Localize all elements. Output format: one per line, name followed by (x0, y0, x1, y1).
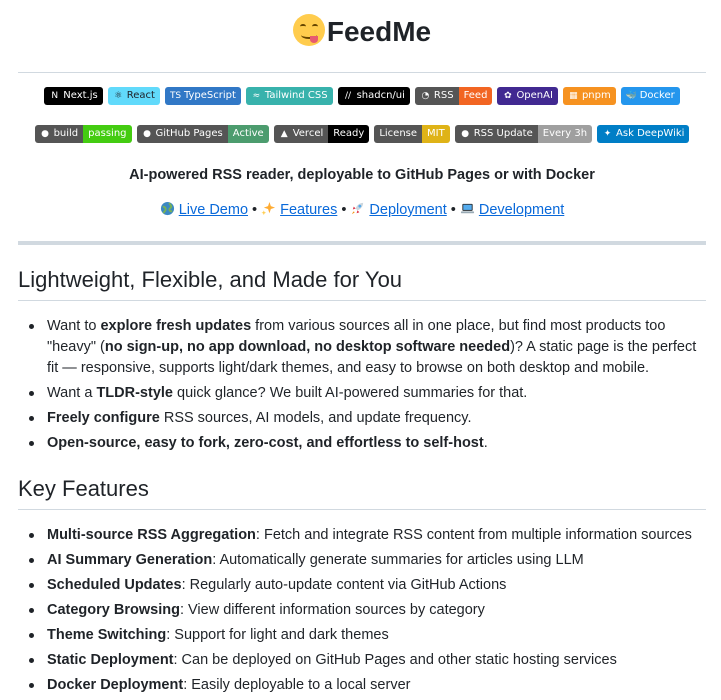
badge-license[interactable] (374, 125, 449, 143)
badge-label (35, 125, 84, 143)
badge-rss[interactable] (415, 87, 493, 105)
key-features-list (47, 525, 706, 700)
list-item (47, 433, 706, 454)
badge-value: Ready (328, 125, 369, 143)
badge-tailwind[interactable] (246, 87, 333, 105)
badge-value: Feed (459, 87, 493, 105)
badge-label (597, 125, 689, 143)
badge-icon: TS (169, 90, 182, 101)
feature-desc: : Can be deployed on GitHub Pages and other static hosting services (173, 652, 617, 668)
feature-desc: : Support for light and dark themes (166, 627, 389, 643)
link-deployment[interactable] (350, 202, 446, 218)
sparkles-icon (261, 201, 276, 216)
emphasis-text: explore fresh updates (100, 318, 252, 334)
badge-label-text: shadcn/ui (356, 90, 405, 101)
badge-label-text: RSS (433, 90, 454, 101)
badge-icon: ◔ (421, 90, 430, 101)
globe-icon (160, 201, 175, 216)
link-separator: • (450, 202, 456, 218)
badge-label-text: Vercel (292, 128, 324, 139)
feature-term: Docker Deployment (47, 677, 184, 693)
quick-links (18, 200, 706, 220)
body-text: RSS sources, AI models, and update frequency. (159, 410, 472, 426)
list-item (47, 383, 706, 404)
heading-key-features: Key Features (18, 476, 149, 501)
badge-icon: N (51, 90, 59, 101)
badge-label-text: Tailwind CSS (264, 90, 328, 101)
list-item (47, 316, 706, 379)
badge-icon: ▲ (280, 128, 288, 139)
laptop-icon (460, 201, 475, 216)
badge-label (246, 87, 333, 105)
feature-desc: : Automatically generate summaries for articles using LLM (212, 552, 584, 568)
feature-item (47, 575, 706, 596)
badge-label (44, 87, 102, 105)
badge-label-text: pnpm (581, 90, 611, 101)
badge-ghpages[interactable] (137, 125, 269, 143)
badge-label-text: build (53, 128, 79, 139)
badge-pnpm[interactable] (563, 87, 616, 105)
badge-label (621, 87, 680, 105)
badge-label-text: React (126, 90, 155, 101)
link-label: Deployment (369, 202, 447, 218)
badge-deepwiki[interactable] (597, 125, 689, 143)
badge-label (497, 87, 558, 105)
feature-desc: : Fetch and integrate RSS content from multiple information sources (255, 527, 692, 543)
body-text: Want to (47, 318, 101, 334)
badge-icon: ● (143, 128, 151, 139)
title-divider (18, 72, 706, 73)
badge-value: Every 3h (538, 125, 592, 143)
badge-label-text: OpenAI (516, 90, 553, 101)
heading-lightweight: Lightweight, Flexible, and Made for You (18, 267, 403, 292)
badge-icon: ⚛ (114, 90, 123, 101)
badge-value: Active (228, 125, 269, 143)
badge-icon: ≈ (252, 90, 261, 101)
page-title (18, 12, 706, 52)
link-label: Development (478, 202, 565, 218)
feature-term: Category Browsing (47, 602, 180, 618)
badge-icon: ✿ (504, 90, 512, 101)
badge-label (455, 125, 538, 143)
badge-nextjs[interactable] (44, 87, 102, 105)
badge-label-text: RSS Update (473, 128, 533, 139)
section-divider (18, 241, 706, 245)
badge-icon: // (345, 90, 352, 101)
emphasis-text: Freely configure (47, 410, 160, 426)
badge-icon: ▦ (569, 90, 578, 101)
badge-label (165, 87, 241, 105)
body-text: . (483, 435, 488, 451)
lightweight-list (47, 316, 706, 458)
feature-term: Static Deployment (47, 652, 174, 668)
link-live-demo[interactable] (160, 202, 248, 218)
badge-typescript[interactable] (165, 87, 241, 105)
emphasis-text: Open-source, easy to fork, zero-cost, and effortless to self-host (47, 435, 484, 451)
badge-rss-update[interactable] (455, 125, 592, 143)
badge-value: passing (83, 125, 131, 143)
body-text: )? A static page is the perfect fit — responsive, supports light/dark themes, and easy to browse on both desktop and mobile. (47, 339, 697, 376)
body-text: from various sources all in one place, but find most products too "heavy" ( (47, 318, 666, 355)
badge-vercel[interactable] (274, 125, 370, 143)
badge-shadcn[interactable] (338, 87, 410, 105)
tagline: AI-powered RSS reader, deployable to GitHub Pages or with Docker (129, 167, 595, 183)
badge-label-text: TypeScript (183, 90, 236, 101)
link-separator: • (341, 202, 347, 218)
link-label: Live Demo (178, 202, 249, 218)
link-label: Features (280, 202, 338, 218)
badge-icon: 🐳 (625, 90, 637, 101)
badge-label (374, 125, 422, 143)
badge-label-text: Next.js (63, 90, 98, 101)
feature-term: Multi-source RSS Aggregation (47, 527, 256, 543)
badge-label-text: GitHub Pages (155, 128, 223, 139)
badge-label-text: Ask DeepWiki (616, 128, 685, 139)
badge-icon: ● (41, 128, 49, 139)
feature-desc: : Regularly auto-update content via GitHub Actions (181, 577, 507, 593)
body-text: Want a (47, 385, 97, 401)
rocket-icon (350, 201, 365, 216)
badge-label (108, 87, 160, 105)
badge-docker[interactable] (621, 87, 680, 105)
badge-build[interactable] (35, 125, 132, 143)
badge-react[interactable] (108, 87, 160, 105)
feature-desc: : Easily deployable to a local server (183, 677, 411, 693)
body-text: quick glance? We built AI-powered summaries for that. (172, 385, 528, 401)
feature-item (47, 550, 706, 571)
link-separator: • (252, 202, 258, 218)
feature-item (47, 675, 706, 696)
badge-label-text: Docker (639, 90, 675, 101)
heading-underline (18, 509, 706, 510)
badge-value: MIT (422, 125, 450, 143)
badge-row-status (18, 125, 706, 143)
badge-label (338, 87, 410, 105)
heading-underline (18, 300, 706, 301)
feature-item (47, 525, 706, 546)
badge-icon: ● (461, 128, 470, 139)
badge-label-text: License (379, 128, 418, 139)
list-item (47, 408, 706, 429)
badge-openai[interactable] (497, 87, 558, 105)
feature-desc: : View different information sources by category (179, 602, 485, 618)
emphasis-text: TLDR-style (96, 385, 173, 401)
feature-item (47, 600, 706, 621)
feature-term: AI Summary Generation (47, 552, 213, 568)
feature-term: Scheduled Updates (47, 577, 182, 593)
feature-term: Theme Switching (47, 627, 167, 643)
link-development[interactable] (460, 202, 564, 218)
title-text: FeedMe (326, 16, 432, 47)
badge-icon: ✦ (603, 128, 612, 139)
badge-label (415, 87, 459, 105)
feature-item (47, 650, 706, 671)
badge-row-tech (18, 87, 706, 105)
yum-face-icon (293, 14, 325, 46)
badge-label (563, 87, 616, 105)
badge-label (137, 125, 228, 143)
feature-item (47, 625, 706, 646)
emphasis-text: no sign-up, no app download, no desktop software needed (104, 339, 511, 355)
badge-label (274, 125, 329, 143)
link-features[interactable] (261, 202, 337, 218)
